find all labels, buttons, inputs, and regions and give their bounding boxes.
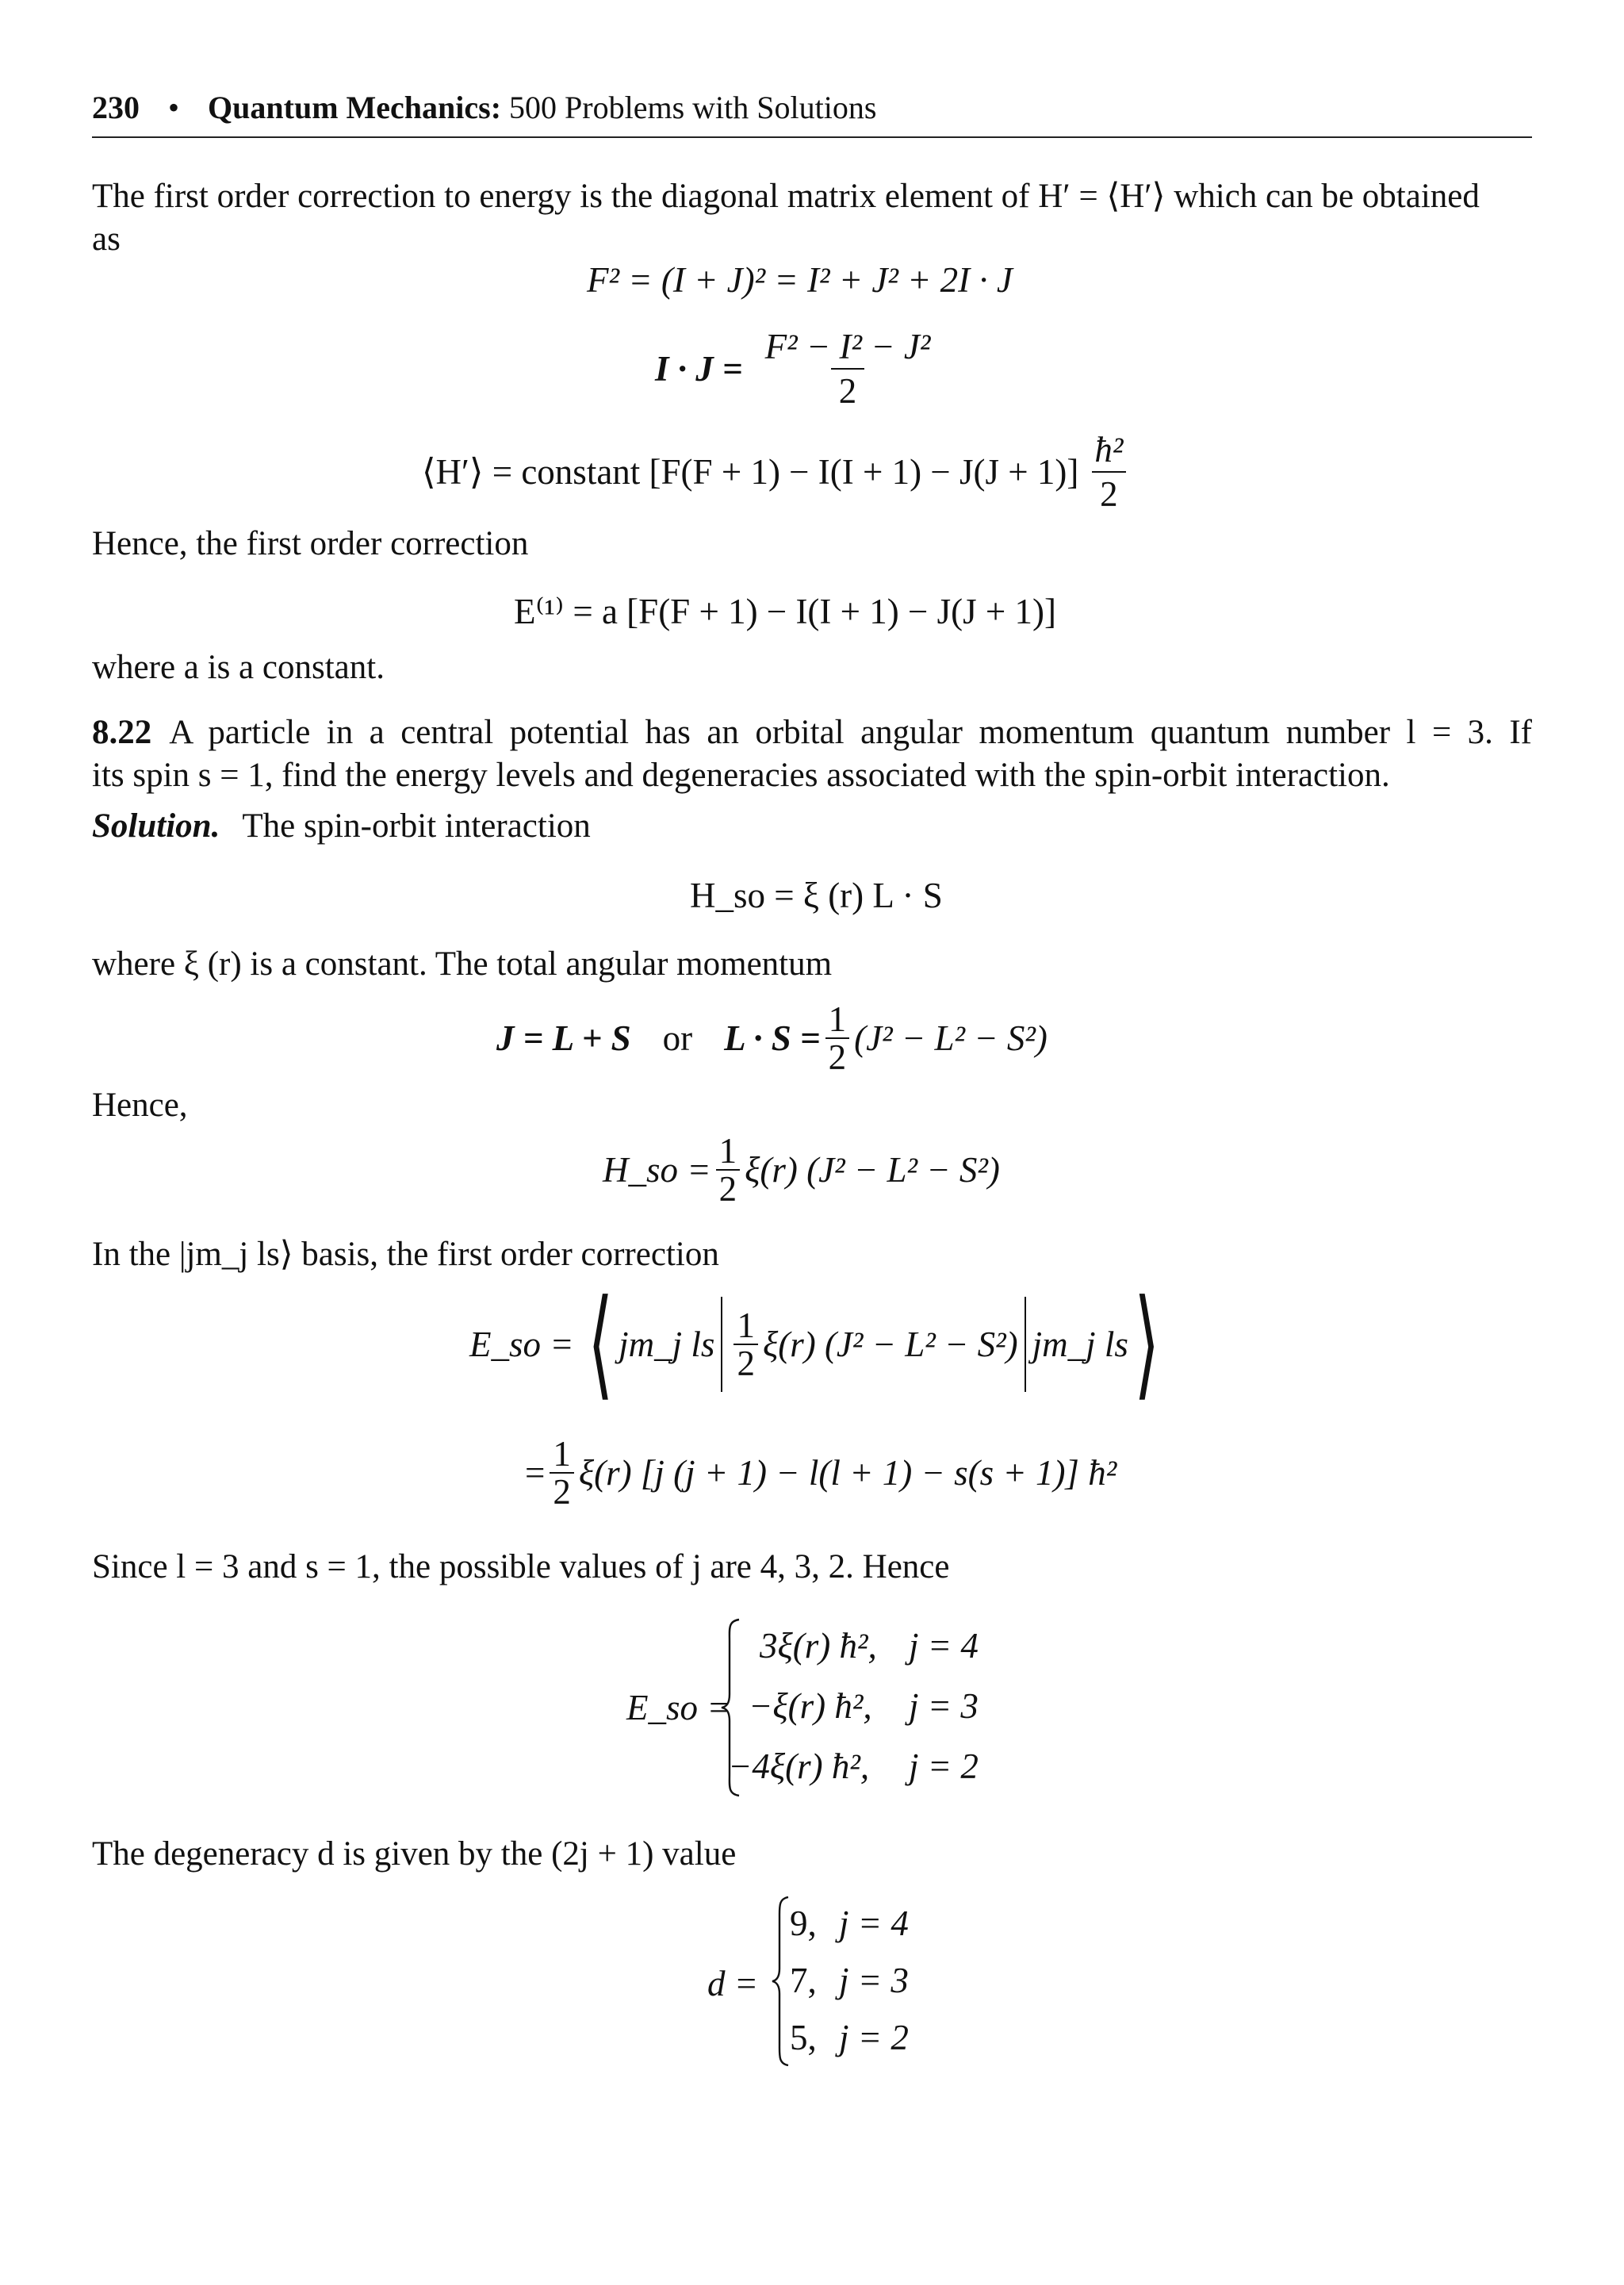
- equation-h-prime-expectation: [422, 428, 1136, 516]
- book-subtitle: 500 Problems with Solutions: [509, 90, 877, 125]
- equation-eso-matrix: E_so = ⟨ jm_j ls $\frac{1}{2}$ ξ(r) (J² − L² − S²) jm_j ls ⟩: [469, 1279, 1160, 1410]
- problem-text-1: A particle in a central potential has an orbital angular momentum quantum number l = 3. If: [169, 714, 1532, 751]
- i-dot-j-fraction: $\frac{\text{F² − I² − J²}}{2}$: [764, 327, 931, 411]
- book-title: Quantum Mechanics:: [208, 90, 502, 125]
- equation-e1: E⁽¹⁾ = a [F(F + 1) − I(I + 1) − J(J + 1)]: [514, 592, 1057, 631]
- equation-d-cases: [707, 1892, 961, 2075]
- page-number: 230: [92, 90, 140, 125]
- basis-line: In the |jm_j ls⟩ basis, the first order correction: [92, 1236, 719, 1273]
- h-prime-lhs: ⟨H′⟩ = constant [F(F + 1) − I(I + 1) − J(J + 1)]: [422, 452, 1079, 492]
- where-a-constant: where a is a constant.: [92, 649, 385, 686]
- d-case-value-1: 9,: [790, 1904, 817, 1943]
- l-dot-s: L · S =: [724, 1018, 821, 1058]
- d-case-value-2: 7,: [790, 1961, 817, 2000]
- where-xi-line: where ξ (r) is a constant. The total angular momentum: [92, 945, 833, 983]
- d-case-cond-3: j = 2: [839, 2018, 909, 2057]
- equation-f-squared: F² = (I + J)² = I² + J² + 2I · J: [587, 260, 1013, 300]
- j-l-s-squares: (J² − L² − S²): [854, 1018, 1048, 1058]
- header-bullet: •: [168, 90, 180, 125]
- eso-case-value-3: −4ξ(r) ħ²,: [728, 1746, 870, 1786]
- hso2-fraction: $\frac{1}{2}$: [716, 1133, 741, 1207]
- d-cases-brace: [771, 1896, 791, 2067]
- left-bar: [721, 1297, 722, 1392]
- left-angle-bracket: ⟨: [587, 1279, 613, 1410]
- since-line: Since l = 3 and s = 1, the possible values of j are 4, 3, 2. Hence: [92, 1548, 950, 1585]
- right-angle-bracket: ⟩: [1134, 1279, 1160, 1410]
- header-rule: [92, 136, 1532, 138]
- eso-case-value-1: 3ξ(r) ħ²,: [760, 1626, 877, 1666]
- or-word: or: [662, 1018, 693, 1058]
- equation-j-l-s: [496, 1001, 1048, 1075]
- problem-number: 8.22: [92, 714, 152, 751]
- j-equals-l-plus-s: J = L + S: [496, 1018, 631, 1058]
- intro-line-1: The first order correction to energy is the diagonal matrix element of H′ = ⟨H′⟩ which can be obtained: [92, 178, 1480, 215]
- equation-hso-2: H_so = $\frac{1}{2}$ ξ(r) (J² − L² − S²): [603, 1131, 1000, 1209]
- eso-cases-lhs: E_so =: [626, 1688, 731, 1727]
- equation-eso-result: = $\frac{1}{2}$ ξ(r) [j (j + 1) − l(l + 1) − s(s + 1)] ħ²: [525, 1434, 1117, 1512]
- i-dot-j-lhs: I · J =: [655, 349, 743, 389]
- eso-matrix-fraction: $\frac{1}{2}$: [733, 1307, 758, 1382]
- eso-result-fraction: $\frac{1}{2}$: [550, 1436, 574, 1510]
- solution-text: The spin-orbit interaction: [242, 807, 591, 845]
- h-prime-fraction: $\frac{\text{ħ²}}{2}$: [1086, 428, 1131, 516]
- problem-line-2: its spin s = 1, find the energy levels and degeneracies associated with the spin-orbit interaction.: [92, 757, 1390, 794]
- hence-2: Hence,: [92, 1087, 188, 1124]
- eso-case-cond-1: j = 4: [909, 1626, 979, 1666]
- problem-line-1: [92, 712, 1532, 753]
- d-case-cond-2: j = 3: [839, 1961, 909, 2000]
- solution-line: [92, 806, 591, 847]
- equation-hso-1: H_so = ξ (r) L · S: [690, 876, 943, 915]
- eso-case-cond-3: j = 2: [909, 1746, 979, 1786]
- one-half-fraction: $\frac{1}{2}$: [825, 1001, 850, 1075]
- equation-i-dot-j: [655, 325, 943, 412]
- equation-eso-cases: [626, 1613, 1039, 1804]
- eso-case-cond-2: j = 3: [909, 1686, 979, 1726]
- d-case-value-3: 5,: [790, 2018, 817, 2057]
- running-header: [92, 89, 876, 127]
- hence-first-order: Hence, the first order correction: [92, 525, 529, 562]
- right-bar: [1025, 1297, 1026, 1392]
- d-case-cond-1: j = 4: [839, 1904, 909, 1943]
- solution-label: Solution.: [92, 807, 220, 845]
- degeneracy-line: The degeneracy d is given by the (2j + 1) value: [92, 1835, 737, 1873]
- eso-case-value-2: −ξ(r) ħ²,: [749, 1686, 872, 1726]
- intro-line-2: as: [92, 220, 121, 258]
- d-cases-lhs: d =: [707, 1964, 759, 2003]
